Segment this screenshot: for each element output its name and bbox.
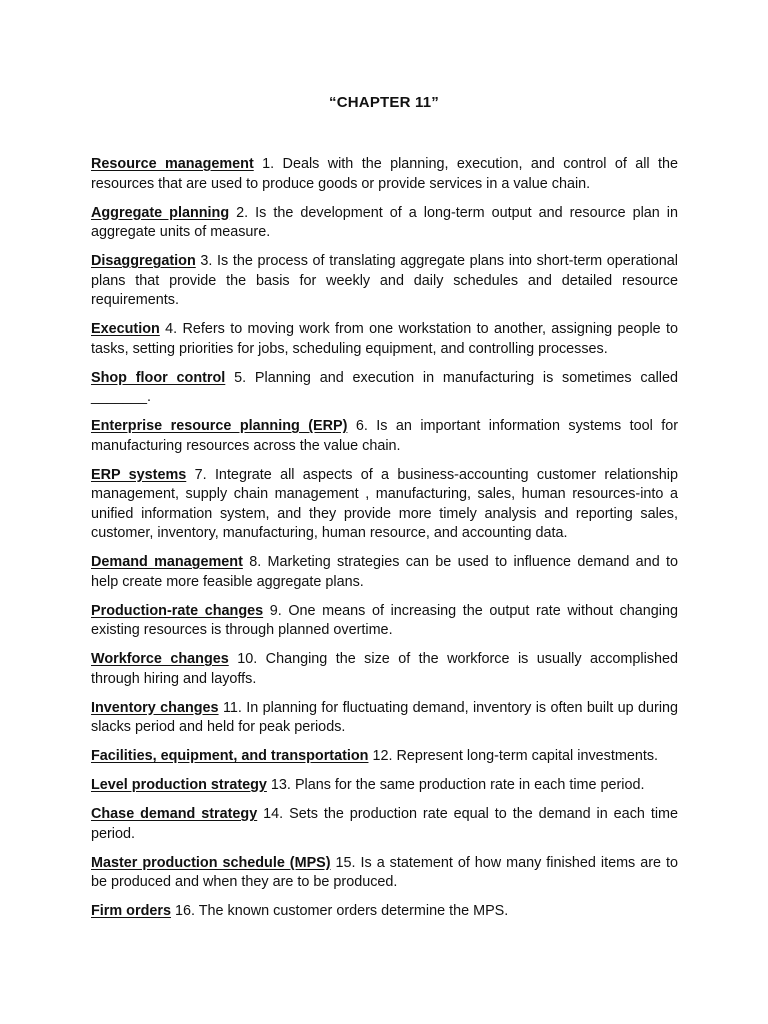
entry-number: 8. bbox=[249, 554, 262, 570]
entry-number: 6. bbox=[355, 418, 368, 434]
entry-term: Enterprise resource planning (ERP) bbox=[91, 418, 348, 434]
entry-definition: Planning and execution in manufacturing is sometimes called _______. bbox=[91, 369, 679, 405]
entry-definition: One means of increasing the output rate without changing existing resources is through planned overtime. bbox=[91, 602, 678, 638]
entry-term: Aggregate planning bbox=[91, 204, 230, 221]
entry-term: Shop floor control bbox=[91, 369, 226, 386]
glossary-entry bbox=[91, 747, 678, 767]
entry-term: Facilities, equipment, and transportation bbox=[91, 748, 369, 764]
glossary-entry bbox=[91, 602, 678, 641]
entry-term: Demand management bbox=[91, 554, 243, 570]
entry-definition: Is a statement of how many finished items are to be produced and when they are to be produced. bbox=[91, 854, 678, 890]
glossary-entry bbox=[91, 650, 678, 689]
glossary-entry bbox=[91, 699, 678, 738]
entry-definition: Plans for the same production rate in each time period. bbox=[294, 777, 645, 793]
entry-number: 3. bbox=[200, 253, 213, 269]
entry-number: 1. bbox=[262, 156, 275, 172]
entry-term: Workforce changes bbox=[91, 651, 229, 667]
entry-definition: Integrate all aspects of a business-accounting customer relationship management, supply chain management , manufacturing, sales, human resources-into a unified information system, and they provide more timely analysis and reporting sales, customer, inventory, manufacturing, human resource, and accounting data. bbox=[91, 466, 678, 541]
entry-term: Level production strategy bbox=[91, 777, 267, 793]
entry-definition: Represent long-term capital investments. bbox=[396, 748, 659, 764]
entry-definition: Refers to moving work from one workstation to another, assigning people to tasks, setting priorities for jobs, scheduling equipment, and controlling processes. bbox=[91, 321, 678, 357]
entry-term: Execution bbox=[91, 321, 160, 337]
entry-term: Chase demand strategy bbox=[91, 806, 258, 822]
entry-term: Disaggregation bbox=[91, 253, 196, 269]
entry-definition: Deals with the planning, execution, and control of all the resources that are used to produce goods or provide services in a value chain. bbox=[91, 156, 679, 192]
entry-number: 15. bbox=[335, 854, 356, 871]
glossary-list bbox=[91, 155, 678, 931]
glossary-entry bbox=[91, 805, 678, 844]
chapter-title: “CHAPTER 11” bbox=[329, 94, 439, 111]
glossary-entry bbox=[91, 854, 678, 893]
entry-number: 13. bbox=[270, 777, 291, 793]
glossary-entry bbox=[91, 204, 678, 243]
entry-number: 5. bbox=[234, 369, 247, 386]
entry-term: ERP systems bbox=[91, 466, 187, 483]
glossary-entry bbox=[91, 902, 678, 922]
entry-number: 9. bbox=[269, 602, 282, 619]
entry-term: Resource management bbox=[91, 156, 254, 172]
entry-definition: Is the development of a long-term output and resource plan in aggregate units of measure. bbox=[91, 204, 679, 240]
entry-number: 7. bbox=[194, 466, 207, 483]
entry-definition: Marketing strategies can be used to influence demand and to help create more feasible aggregate plans. bbox=[91, 554, 679, 590]
entry-number: 12. bbox=[372, 748, 393, 764]
entry-definition: Is an important information systems tool for manufacturing resources across the value chain. bbox=[91, 418, 678, 454]
entry-definition: Is the process of translating aggregate plans into short-term operational plans that provide the basis for weekly and daily schedules and detailed resource requirements. bbox=[91, 253, 678, 308]
glossary-entry bbox=[91, 553, 678, 592]
entry-definition: Changing the size of the workforce is usually accomplished through hiring and layoffs. bbox=[91, 651, 679, 687]
entry-number: 14. bbox=[263, 806, 284, 822]
entry-number: 4. bbox=[165, 321, 178, 337]
entry-term: Inventory changes bbox=[91, 699, 219, 716]
entry-number: 16. bbox=[174, 903, 195, 919]
entry-number: 11. bbox=[222, 699, 242, 716]
glossary-entry bbox=[91, 155, 678, 194]
glossary-entry bbox=[91, 369, 678, 408]
entry-definition: Sets the production rate equal to the demand in each time period. bbox=[91, 806, 679, 842]
glossary-entry bbox=[91, 776, 678, 796]
entry-definition: In planning for fluctuating demand, inventory is often built up during slacks period and held for peak periods. bbox=[91, 699, 679, 735]
entry-term: Master production schedule (MPS) bbox=[91, 854, 331, 871]
glossary-entry bbox=[91, 466, 678, 544]
glossary-entry bbox=[91, 320, 678, 359]
entry-number: 2. bbox=[236, 204, 249, 221]
glossary-entry bbox=[91, 417, 678, 456]
entry-number: 10. bbox=[237, 651, 258, 667]
glossary-entry bbox=[91, 252, 678, 311]
entry-definition: The known customer orders determine the MPS. bbox=[198, 903, 509, 919]
entry-term: Firm orders bbox=[91, 903, 171, 919]
entry-term: Production-rate changes bbox=[91, 602, 264, 619]
